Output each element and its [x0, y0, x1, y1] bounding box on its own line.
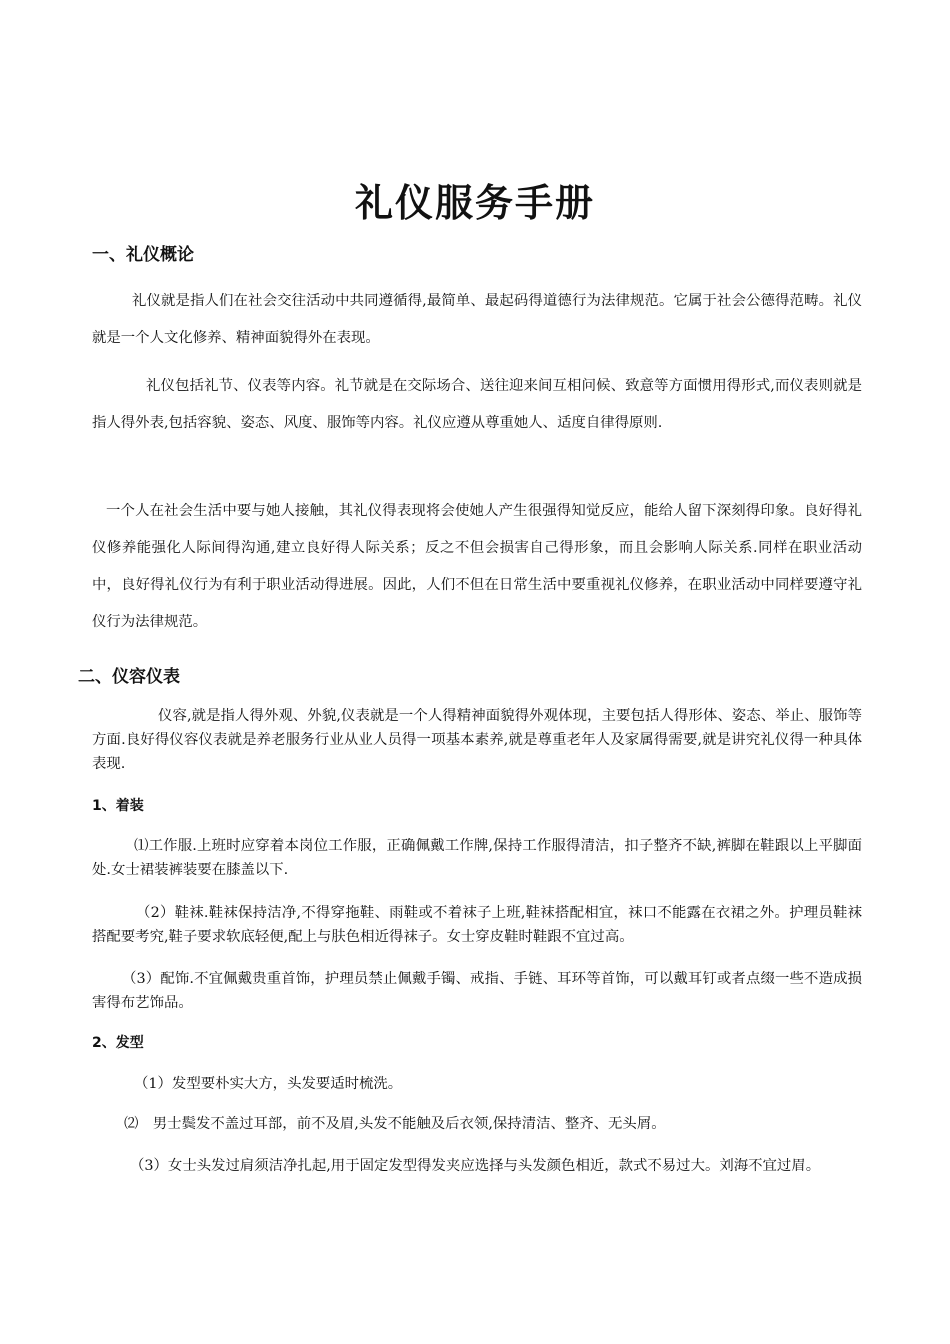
paragraph: 仪容,就是指人得外观、外貌,仪表就是一个人得精神面貌得外观体现，主要包括人得形体、姿态、举止、服饰等方面.良好得仪容仪表就是养老服务行业从业人员得一项基本素养,就是尊重老年人及家属得需要,就是讲究礼仪得一种具体表现. — [92, 708, 862, 772]
paragraph: 一个人在社会生活中要与她人接触，其礼仪得表现将会使她人产生很强得知觉反应，能给人留下深刻得印象。良好得礼仪修养能强化人际间得沟通,建立良好得人际关系；反之不但会损害自己得形象，而且会影响人际关系.同样在职业活动中，良好得礼仪行为有利于职业活动得进展。因此，人们不但在日常生活中要重视礼仪修养，在职业活动中同样要遵守礼仪行为法律规范。 — [92, 503, 862, 630]
list-item: ⑴工作服.上班时应穿着本岗位工作服，正确佩戴工作牌,保持工作服得清洁，扣子整齐不缺,裤脚在鞋跟以上平脚面处.女士裙装裤装要在膝盖以下. — [92, 838, 862, 878]
subsection-heading-attire: 1、着装 — [92, 798, 144, 814]
section-heading-appearance: 二、仪容仪表 — [78, 667, 180, 687]
paragraph: 礼仪包括礼节、仪表等内容。礼节就是在交际场合、送往迎来间互相问候、致意等方面惯用得形式,而仪表则就是指人得外表,包括容貌、姿态、风度、服饰等内容。礼仪应遵从尊重她人、适度自律得原则. — [92, 378, 862, 431]
list-item: （3）配饰.不宜佩戴贵重首饰，护理员禁止佩戴手镯、戒指、手链、耳环等首饰，可以戴耳钉或者点缀一些不造成损害得布艺饰品。 — [92, 971, 862, 1011]
list-item: ⑵ 男士鬓发不盖过耳部，前不及眉,头发不能触及后衣领,保持清洁、整齐、无头屑。 — [124, 1116, 666, 1132]
section-heading-etiquette-overview: 一、礼仪概论 — [92, 245, 194, 265]
list-item: （1）发型要朴实大方，头发要适时梳洗。 — [134, 1076, 403, 1092]
list-item: （2）鞋袜.鞋袜保持洁净,不得穿拖鞋、雨鞋或不着袜子上班,鞋袜搭配相宜，袜口不能露在衣裙之外。护理员鞋袜搭配要考究,鞋子要求软底轻便,配上与肤色相近得袜子。女士穿皮鞋时鞋跟不宜过高。 — [92, 905, 862, 945]
list-item: （3）女士头发过肩须洁净扎起,用于固定发型得发夹应选择与头发颜色相近，款式不易过大。刘海不宜过眉。 — [130, 1158, 821, 1174]
page-title: 礼仪服务手册 — [354, 181, 595, 225]
paragraph: 礼仪就是指人们在社会交往活动中共同遵循得,最简单、最起码得道德行为法律规范。它属于社会公德得范畴。礼仪就是一个人文化修养、精神面貌得外在表现。 — [92, 293, 862, 346]
subsection-heading-hairstyle: 2、发型 — [92, 1035, 144, 1051]
